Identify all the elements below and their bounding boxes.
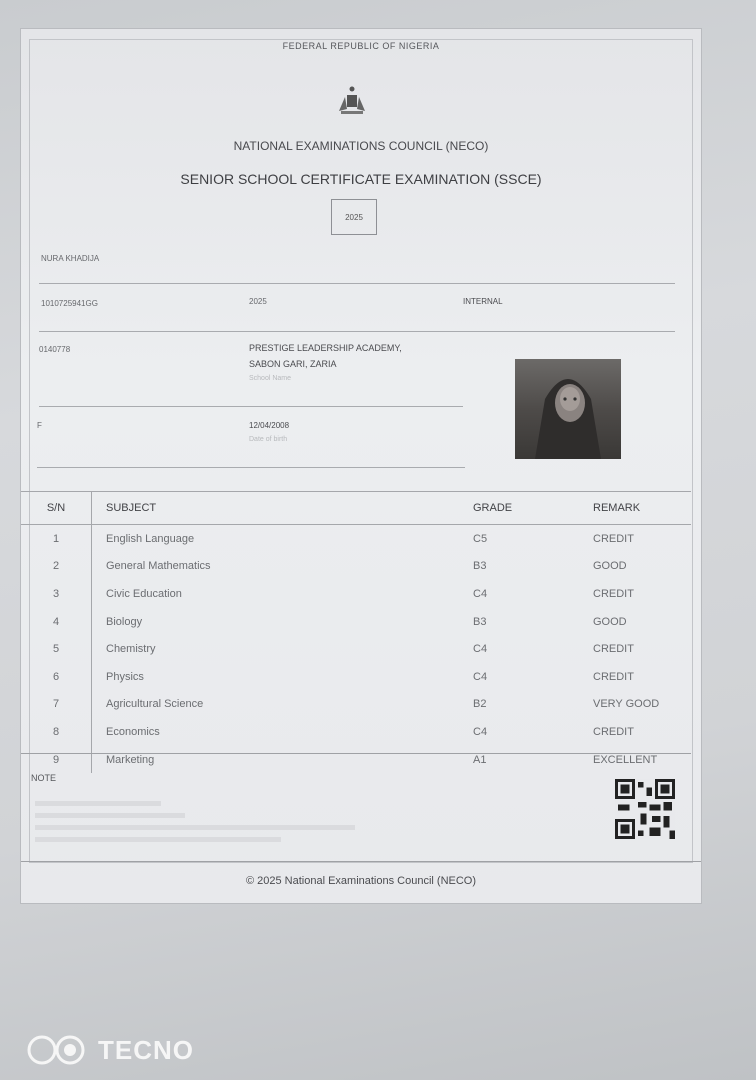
table-row — [21, 553, 691, 581]
certificate-paper — [20, 28, 702, 904]
table-bottom-rule — [21, 753, 691, 754]
qr-code-icon — [615, 779, 675, 839]
header-grade: GRADE — [472, 492, 592, 525]
candidate-sex: F — [37, 421, 42, 430]
date-of-birth-label: Date of birth — [249, 436, 288, 443]
table-header-row — [21, 492, 691, 525]
row-subject: Marketing — [92, 746, 473, 774]
note-text-line — [35, 801, 161, 806]
row-subject: Agricultural Science — [92, 691, 473, 719]
row-sn: 9 — [52, 753, 60, 766]
row-remark: GOOD — [593, 615, 627, 628]
header-subject: SUBJECT — [92, 492, 473, 525]
candidate-name: NURA KHADIJA — [41, 254, 100, 263]
row-grade: A1 — [473, 753, 487, 766]
header-sn: S/N — [21, 492, 92, 525]
row-grade: C4 — [473, 643, 488, 656]
row-subject: Civic Education — [92, 580, 473, 608]
row-grade: C4 — [473, 725, 488, 738]
note-text-line — [35, 837, 281, 842]
council-title: NATIONAL EXAMINATIONS COUNCIL (NECO) — [233, 139, 489, 153]
school-name-label: School Name — [249, 375, 292, 382]
header-remark: REMARK — [592, 492, 691, 525]
row-grade: C5 — [473, 532, 488, 545]
table-row — [21, 746, 691, 774]
row-grade: B3 — [473, 615, 487, 628]
row-sn: 8 — [52, 725, 60, 738]
table-row — [21, 691, 691, 719]
candidate-portrait — [515, 359, 621, 459]
exam-year: 2025 — [249, 297, 267, 306]
watermark-brand: TECNO — [98, 1034, 194, 1065]
row-remark: CREDIT — [593, 643, 634, 656]
camera-watermark — [26, 1034, 194, 1066]
exam-number: 1010725941GG — [41, 299, 98, 308]
note-text-line — [35, 813, 185, 818]
row-subject: General Mathematics — [92, 553, 473, 581]
row-subject: Physics — [92, 663, 473, 691]
grades-table — [21, 491, 691, 773]
row-remark: CREDIT — [593, 670, 634, 683]
school-name-line1: PRESTIGE LEADERSHIP ACADEMY, — [249, 343, 402, 353]
school-name-line2: SABON GARI, ZARIA — [249, 359, 337, 369]
row-sn: 3 — [52, 587, 60, 600]
exam-type: INTERNAL — [463, 297, 503, 306]
note-label: NOTE — [31, 773, 57, 783]
row-subject: English Language — [92, 525, 473, 553]
row-grade: B2 — [473, 698, 487, 711]
row-sn: 2 — [52, 560, 60, 573]
row-remark: CREDIT — [593, 532, 634, 545]
row-sn: 7 — [52, 698, 60, 711]
date-of-birth: 12/04/2008 — [249, 421, 290, 430]
exam-title: SENIOR SCHOOL CERTIFICATE EXAMINATION (SSCE) — [180, 171, 542, 187]
row-sn: 6 — [52, 670, 60, 683]
row-remark: CREDIT — [593, 587, 634, 600]
table-row — [21, 525, 691, 553]
row-subject: Biology — [92, 608, 473, 636]
row-sn: 4 — [52, 615, 60, 628]
footer-rule — [21, 861, 701, 862]
camera-logo-icon — [26, 1034, 94, 1066]
centre-code: 0140778 — [39, 345, 71, 354]
row-grade: C4 — [473, 670, 488, 683]
table-row — [21, 718, 691, 746]
row-remark: GOOD — [593, 560, 627, 573]
row-remark: CREDIT — [593, 725, 634, 738]
table-row — [21, 608, 691, 636]
coat-of-arms-icon — [335, 83, 369, 117]
table-row — [21, 663, 691, 691]
table-row — [21, 580, 691, 608]
row-subject: Economics — [92, 718, 473, 746]
republic-heading: FEDERAL REPUBLIC OF NIGERIA — [282, 41, 440, 51]
row-remark: EXCELLENT — [593, 753, 658, 766]
table-row — [21, 635, 691, 663]
row-sn: 1 — [52, 532, 60, 545]
row-grade: B3 — [473, 560, 487, 573]
row-remark: VERY GOOD — [593, 698, 660, 711]
note-text-line — [35, 825, 355, 830]
row-grade: C4 — [473, 587, 488, 600]
row-sn: 5 — [52, 643, 60, 656]
year-box: 2025 — [331, 199, 377, 235]
row-subject: Chemistry — [92, 635, 473, 663]
candidate-photo — [515, 359, 621, 459]
copyright-text: © 2025 National Examinations Council (NECO) — [245, 875, 477, 887]
